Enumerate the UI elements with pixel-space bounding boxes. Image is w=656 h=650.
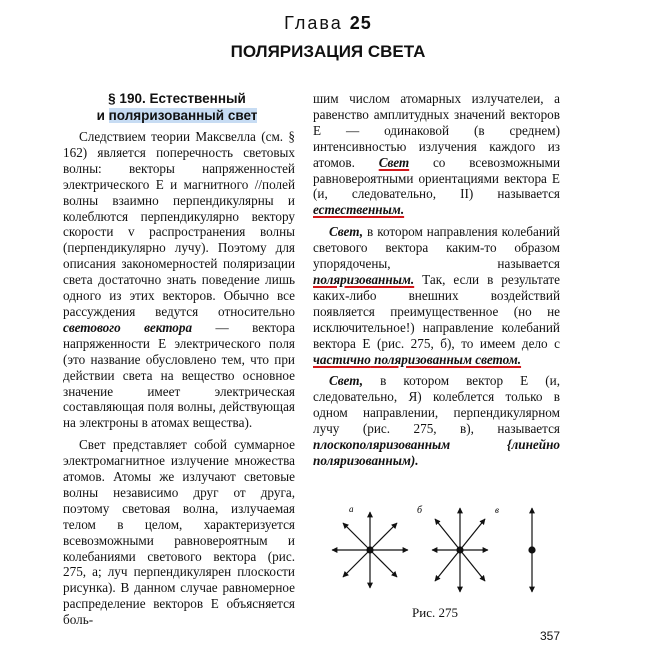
bold-word-light: Свет,	[329, 373, 364, 389]
section-title-line2-prefix: и	[96, 108, 109, 123]
paragraph	[313, 91, 560, 218]
section-heading	[64, 90, 290, 124]
paragraph	[313, 373, 560, 468]
term-polarized-light: поляризованным светом.	[370, 351, 522, 367]
chapter-number: 25	[349, 13, 372, 33]
term-plane-polarized: плоскополяризованным {линейно поляризованным).	[313, 437, 560, 468]
figure-275	[315, 505, 555, 595]
section-number: § 190.	[108, 91, 146, 106]
term-light-vector: светового вектора	[63, 319, 193, 335]
figure-label-a: а	[349, 505, 354, 514]
paragraph-text: шим числом атомарных излучателеи, а равенство амплитудных значений векторов E — одинаковой (в среднем) интенсивностью излучения каждого из атомов.	[313, 91, 560, 170]
paragraph-text: в котором направления колебаний светового вектора каким-то образом упорядочены, называется	[313, 224, 560, 272]
paragraph-text: — вектора напряженности E электрического поля (это название обусловлено тем, что при действии света на вещество основное значение имеет электрическая составляющая поля волны, действующая на электроны в атомах вещества).	[63, 319, 295, 431]
term-partially: частично	[313, 351, 371, 367]
chapter-title: ПОЛЯРИЗАЦИЯ СВЕТА	[230, 42, 426, 61]
paragraph	[313, 224, 560, 367]
page-number: 357	[539, 629, 560, 643]
paragraph	[63, 129, 295, 431]
figure-caption: Рис. 275	[412, 605, 458, 620]
figure-label-b: б	[417, 505, 423, 516]
paragraph-text: Следствием теории Максвелла (см. § 162) является поперечность световых волны: векторы напряженностей электрического E и магнитного //полей волны взаимно перпендикулярны и колеблются перпендикулярно вектору скорости v распространения волны (перпендикулярно лучу). Поэтому для описания закономерностей поляризации света достаточно знать поведение лишь одного из этих векторов. Обычно все рассуждения ведутся относительно	[63, 129, 295, 319]
left-column	[63, 129, 295, 628]
paragraph-text: Так, если в результате каких-либо внешних воздействий появляется преимущественное (но не исключительное!) направление колебаний вектора E (рис. 275, б), то имеем дело с	[313, 271, 560, 351]
figure-a-star	[332, 512, 408, 588]
term-natural: естественным.	[313, 202, 405, 218]
paragraph: Свет представляет собой суммарное электромагнитное излучение множества атомов. Атомы же излучают световые волны независимо друг от друга, поэтому световая волна, излучаемая телом в целом, характеризуется всевозможными равновероятным и колебаниями светового вектора (рис. 275, а; луч перпендикулярен плоскости рисунка). В данном случае равномерное распределение векторов E объясняется боль-	[63, 437, 295, 628]
highlighted-selection[interactable]: поляризованный свет	[108, 108, 258, 123]
underlined-word-light: Свет	[378, 154, 410, 170]
section-title-line1: Естественный	[149, 91, 246, 106]
chapter-label	[0, 13, 656, 34]
chapter-word: Глава	[284, 13, 343, 33]
figure-c-line	[529, 508, 535, 592]
right-column	[313, 91, 560, 469]
figure-b-star	[432, 508, 488, 592]
figure-label-c: в	[495, 505, 499, 515]
term-polarized: поляризованным.	[313, 271, 415, 287]
bold-word-light: Свет,	[329, 224, 364, 240]
paragraph-text: в котором вектор E (и, следовательно, Я) колеблется только в одном направлении, перпендикулярном лучу (рис. 275, в), называется	[313, 373, 560, 437]
paragraph-text: со всевозможными равновероятными ориентациями вектора E (и, следовательно, II) называется	[313, 154, 561, 202]
